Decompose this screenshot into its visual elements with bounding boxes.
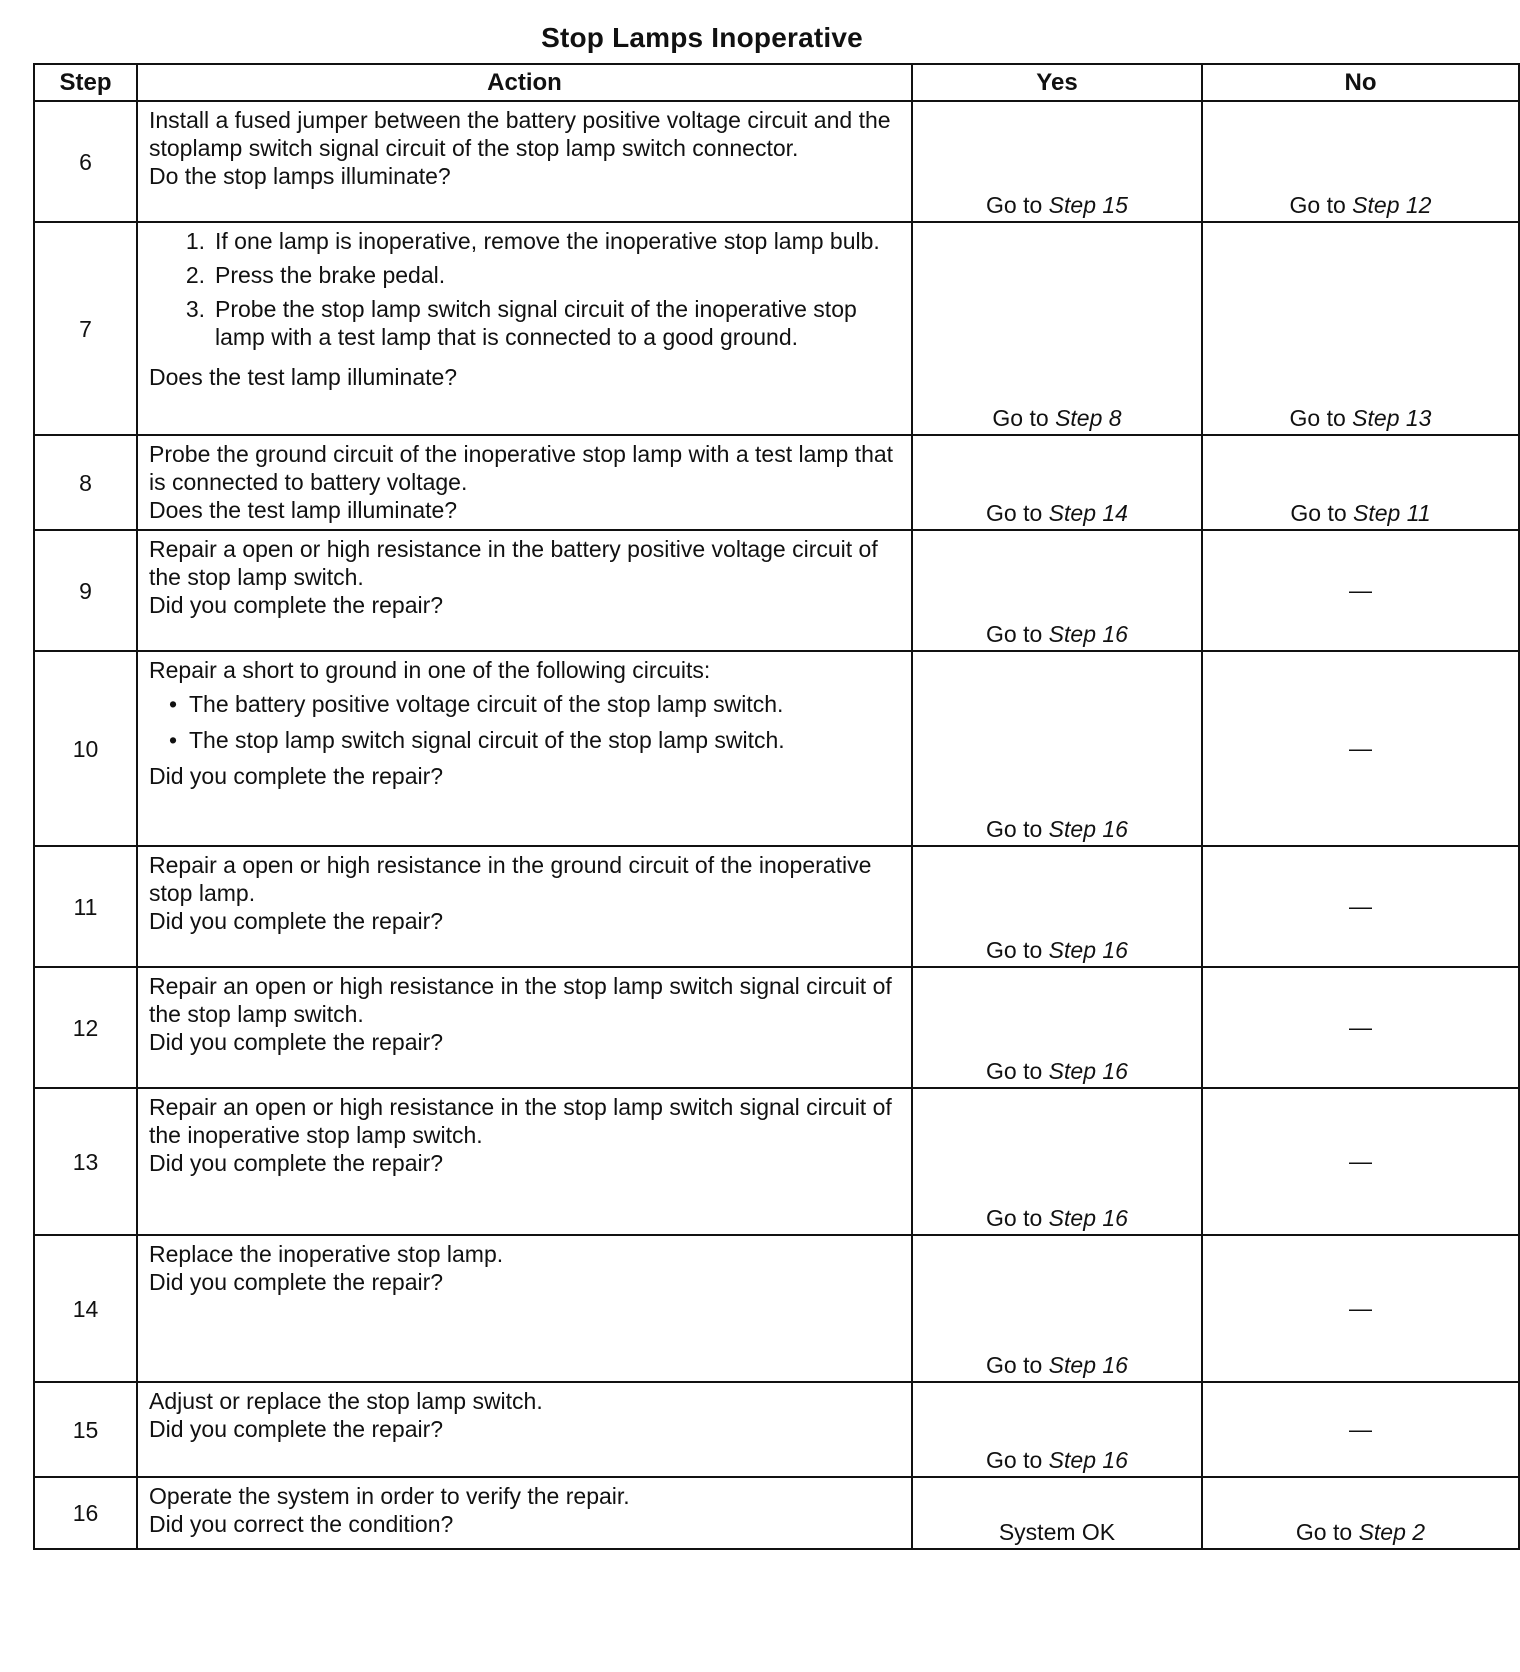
action-question: Did you complete the repair? xyxy=(149,763,444,789)
action-cell xyxy=(137,101,912,222)
goto-step-link[interactable]: Step 8 xyxy=(1055,405,1122,431)
goto-step-link[interactable]: Step 16 xyxy=(1048,1205,1128,1231)
action-cell xyxy=(137,846,912,967)
no-cell-empty xyxy=(1202,651,1519,846)
action-description: Repair a open or high resistance in the ground circuit of the inoperative stop lamp. xyxy=(149,852,872,906)
action-cell xyxy=(137,222,912,435)
action-description: Adjust or replace the stop lamp switch. xyxy=(149,1388,543,1414)
action-description: Repair a short to ground in one of the following circuits: xyxy=(149,657,711,683)
result-text: System OK xyxy=(998,1519,1116,1545)
header-action: Action xyxy=(137,64,912,101)
bullet-icon: • xyxy=(168,727,177,753)
action-description: Repair an open or high resistance in the stop lamp switch signal circuit of the inoperative stop lamp switch. xyxy=(149,1094,892,1148)
goto-step-link[interactable]: Step 16 xyxy=(1048,1058,1128,1084)
list-item xyxy=(149,726,901,754)
list-text: If one lamp is inoperative, remove the inoperative stop lamp bulb. xyxy=(215,228,880,254)
action-question: Do the stop lamps illuminate? xyxy=(149,163,451,189)
table-row xyxy=(34,1088,1519,1235)
goto-prefix: Go to xyxy=(1289,405,1346,431)
step-number: 11 xyxy=(34,846,137,967)
yes-cell xyxy=(912,651,1202,846)
goto-step-link[interactable]: Step 14 xyxy=(1048,500,1128,526)
goto-prefix: Go to xyxy=(986,1352,1043,1378)
action-cell xyxy=(137,967,912,1088)
action-question: Did you complete the repair? xyxy=(149,1416,444,1442)
goto-step-link[interactable]: Step 16 xyxy=(1048,1352,1128,1378)
goto-step-link[interactable]: Step 11 xyxy=(1353,500,1431,526)
list-item xyxy=(149,690,901,718)
step-number: 16 xyxy=(34,1477,137,1549)
yes-cell xyxy=(912,1088,1202,1235)
goto-prefix: Go to xyxy=(1289,192,1346,218)
step-number: 15 xyxy=(34,1382,137,1477)
dash-mark: — xyxy=(1349,1148,1372,1174)
table-row xyxy=(34,1235,1519,1382)
action-question: Did you complete the repair? xyxy=(149,908,444,934)
dash-mark: — xyxy=(1349,1416,1372,1442)
action-description: Probe the ground circuit of the inoperative stop lamp with a test lamp that is connected to battery voltage. xyxy=(149,441,894,495)
header-no: No xyxy=(1202,64,1519,101)
no-cell-empty xyxy=(1202,1382,1519,1477)
goto-prefix: Go to xyxy=(986,500,1043,526)
table-row xyxy=(34,101,1519,222)
page-title: Stop Lamps Inoperative xyxy=(541,22,863,53)
yes-cell xyxy=(912,435,1202,530)
action-description: Operate the system in order to verify the repair. xyxy=(149,1483,630,1509)
list-item xyxy=(149,261,901,289)
action-description: Replace the inoperative stop lamp. xyxy=(149,1241,504,1267)
diagnostic-table xyxy=(33,63,1520,1550)
action-question: Did you complete the repair? xyxy=(149,1029,444,1055)
list-text: The stop lamp switch signal circuit of the stop lamp switch. xyxy=(189,727,785,753)
goto-prefix: Go to xyxy=(986,621,1043,647)
no-cell-empty xyxy=(1202,1088,1519,1235)
no-cell xyxy=(1202,1477,1519,1549)
goto-prefix: Go to xyxy=(986,816,1043,842)
action-question: Does the test lamp illuminate? xyxy=(149,364,458,390)
table-header-row xyxy=(34,64,1519,101)
list-number: 1. xyxy=(185,228,205,254)
numbered-list xyxy=(149,227,901,357)
step-number: 14 xyxy=(34,1235,137,1382)
list-text: Probe the stop lamp switch signal circuit of the inoperative stop lamp with a test lamp that is connected to a good ground. xyxy=(215,296,857,350)
yes-cell xyxy=(912,1235,1202,1382)
action-cell xyxy=(137,1382,912,1477)
table-row xyxy=(34,435,1519,530)
table-row xyxy=(34,1477,1519,1549)
action-cell xyxy=(137,530,912,651)
action-description: Install a fused jumper between the battery positive voltage circuit and the stoplamp switch signal circuit of the stop lamp switch connector. xyxy=(149,107,891,161)
goto-step-link[interactable]: Step 15 xyxy=(1048,192,1128,218)
action-question: Did you complete the repair? xyxy=(149,592,444,618)
action-description: Repair a open or high resistance in the battery positive voltage circuit of the stop lamp switch. xyxy=(149,536,878,590)
list-text: The battery positive voltage circuit of the stop lamp switch. xyxy=(189,691,784,717)
yes-cell xyxy=(912,1477,1202,1549)
goto-prefix: Go to xyxy=(986,937,1043,963)
action-cell xyxy=(137,1088,912,1235)
no-cell-empty xyxy=(1202,1235,1519,1382)
goto-prefix: Go to xyxy=(992,405,1049,431)
goto-prefix: Go to xyxy=(986,1205,1043,1231)
no-cell-empty xyxy=(1202,530,1519,651)
step-number: 12 xyxy=(34,967,137,1088)
yes-cell xyxy=(912,846,1202,967)
goto-step-link[interactable]: Step 13 xyxy=(1352,405,1432,431)
yes-cell xyxy=(912,1382,1202,1477)
action-cell xyxy=(137,1477,912,1549)
yes-cell xyxy=(912,222,1202,435)
header-step: Step xyxy=(34,64,137,101)
step-number: 13 xyxy=(34,1088,137,1235)
action-question: Did you complete the repair? xyxy=(149,1150,444,1176)
yes-cell xyxy=(912,530,1202,651)
no-cell-empty xyxy=(1202,967,1519,1088)
goto-step-link[interactable]: Step 16 xyxy=(1048,816,1128,842)
table-row xyxy=(34,530,1519,651)
no-cell xyxy=(1202,101,1519,222)
list-item xyxy=(149,295,901,351)
step-number: 9 xyxy=(34,530,137,651)
goto-step-link[interactable]: Step 16 xyxy=(1048,1447,1128,1473)
action-cell xyxy=(137,1235,912,1382)
dash-mark: — xyxy=(1349,1295,1372,1321)
table-row xyxy=(34,967,1519,1088)
action-cell xyxy=(137,651,912,846)
action-question: Did you complete the repair? xyxy=(149,1269,444,1295)
table-row xyxy=(34,222,1519,435)
action-question: Did you correct the condition? xyxy=(149,1511,454,1537)
list-number: 3. xyxy=(185,296,205,322)
goto-prefix: Go to xyxy=(986,1447,1043,1473)
bullet-icon: • xyxy=(168,691,177,717)
step-number: 10 xyxy=(34,651,137,846)
table-row xyxy=(34,846,1519,967)
dash-mark: — xyxy=(1349,1014,1372,1040)
list-number: 2. xyxy=(185,262,205,288)
list-item xyxy=(149,227,901,255)
step-number: 7 xyxy=(34,222,137,435)
goto-prefix: Go to xyxy=(1295,1519,1353,1545)
table-row xyxy=(34,651,1519,846)
goto-step-link[interactable]: Step 16 xyxy=(1048,621,1128,647)
action-question: Does the test lamp illuminate? xyxy=(149,497,458,523)
dash-mark: — xyxy=(1349,735,1372,761)
step-number: 6 xyxy=(34,101,137,222)
step-number: 8 xyxy=(34,435,137,530)
yes-cell xyxy=(912,967,1202,1088)
no-cell xyxy=(1202,222,1519,435)
dash-mark: — xyxy=(1349,893,1372,919)
goto-step-link[interactable]: Step 2 xyxy=(1358,1519,1426,1545)
goto-step-link[interactable]: Step 16 xyxy=(1048,937,1128,963)
bullet-list xyxy=(149,690,901,762)
goto-step-link[interactable]: Step 12 xyxy=(1352,192,1432,218)
action-cell xyxy=(137,435,912,530)
header-yes: Yes xyxy=(912,64,1202,101)
list-text: Press the brake pedal. xyxy=(215,262,446,288)
goto-prefix: Go to xyxy=(1290,500,1347,526)
dash-mark: — xyxy=(1349,577,1372,603)
action-description: Repair an open or high resistance in the stop lamp switch signal circuit of the stop lamp switch. xyxy=(149,973,892,1027)
goto-prefix: Go to xyxy=(986,1058,1043,1084)
table-row xyxy=(34,1382,1519,1477)
no-cell xyxy=(1202,435,1519,530)
goto-prefix: Go to xyxy=(986,192,1043,218)
no-cell-empty xyxy=(1202,846,1519,967)
yes-cell xyxy=(912,101,1202,222)
